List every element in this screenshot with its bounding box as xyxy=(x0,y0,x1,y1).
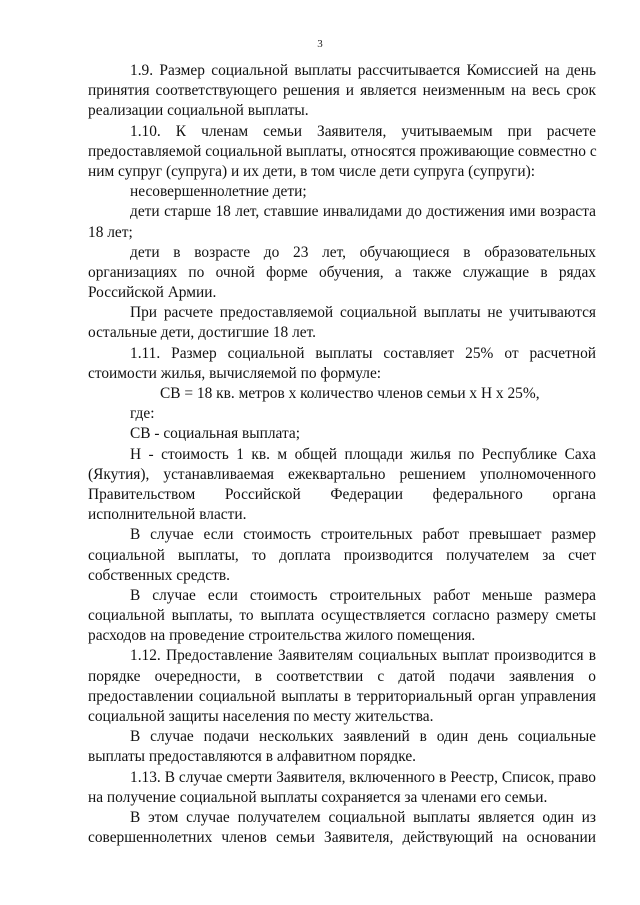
text-line: на получение социальной выплаты сохраняется за членами его семьи. xyxy=(88,788,548,806)
text-line: 1.12. Предоставление Заявителям социальных выплат производится в xyxy=(130,647,596,665)
text-line: 1.11. Размер социальной выплаты составляет 25% от расчетной xyxy=(130,344,596,362)
text-line: где: xyxy=(130,405,155,423)
text-line: предоставлении социальной выплаты в территориальный орган управления xyxy=(88,687,596,705)
text-line: В этом случае получателем социальной выплаты является один из xyxy=(130,808,596,826)
text-line: Н - стоимость 1 кв. м общей площади жилья по Республике Саха xyxy=(130,445,596,463)
text-line: совершеннолетних членов семьи Заявителя, действующий на основании xyxy=(88,829,596,847)
text-line: остальные дети, достигшие 18 лет. xyxy=(88,324,317,342)
text-line: стоимости жилья, вычисляемой по формуле: xyxy=(88,364,382,382)
text-line: социальной защиты населения по месту жительства. xyxy=(88,708,434,725)
text-line: СВ - социальная выплата; xyxy=(130,425,300,443)
text-line: организациях по очной форме обучения, а также служащие в рядах xyxy=(88,263,596,281)
text-line: реализации социальной выплаты. xyxy=(88,102,309,120)
text-line: принятия соответствующего решения и является неизменным на весь срок xyxy=(88,82,596,100)
text-line: порядке очередности, в соответствии с датой подачи заявления о xyxy=(88,667,596,685)
text-line: 1.9. Размер социальной выплаты рассчитывается Комиссией на день xyxy=(130,62,596,79)
text-line: Российской Армии. xyxy=(88,284,217,302)
text-line: дети в возрасте до 23 лет, обучающиеся в образовательных xyxy=(130,243,596,261)
text-line: социальной выплаты, то доплата производится получателем за счет xyxy=(88,546,596,564)
text-line: Правительством Российской Федерации федерального органа xyxy=(88,485,596,503)
text-line: выплаты предоставляются в алфавитном порядке. xyxy=(88,748,417,766)
text-line: При расчете предоставляемой социальной выплаты не учитываются xyxy=(130,304,596,322)
text-line: ним супруг (супруга) и их дети, в том числе дети супруга (супруги): xyxy=(88,162,535,180)
text-line: СВ = 18 кв. метров х количество членов семьи х Н х 25%, xyxy=(160,385,540,402)
text-line: 1.13. В случае смерти Заявителя, включенного в Реестр, Список, право xyxy=(130,768,596,786)
text-line: В случае подачи нескольких заявлений в один день социальные xyxy=(130,728,596,746)
text-line: расходов на проведение строительства жилого помещения. xyxy=(88,627,476,645)
page-number: 3 xyxy=(317,38,323,50)
text-line: В случае если стоимость строительных работ превышает размер xyxy=(130,526,596,544)
document-body xyxy=(88,61,596,848)
text-line: (Якутия), устанавливаемая ежеквартально решением уполномоченного xyxy=(88,465,596,483)
text-line: социальной выплаты, то выплата осуществляется согласно размеру сметы xyxy=(88,607,596,625)
text-line: дети старше 18 лет, ставшие инвалидами до достижения ими возраста xyxy=(130,203,596,221)
text-line: собственных средств. xyxy=(88,566,230,584)
text-line: предоставляемой социальной выплаты, относятся проживающие совместно с xyxy=(88,142,597,160)
text-line: 18 лет; xyxy=(88,223,133,241)
text-line: несовершеннолетние дети; xyxy=(130,183,307,201)
text-line: исполнительной власти. xyxy=(88,506,247,524)
text-line: 1.10. К членам семьи Заявителя, учитываемым при расчете xyxy=(130,122,596,140)
text-line: В случае если стоимость строительных работ меньше размера xyxy=(130,586,596,604)
